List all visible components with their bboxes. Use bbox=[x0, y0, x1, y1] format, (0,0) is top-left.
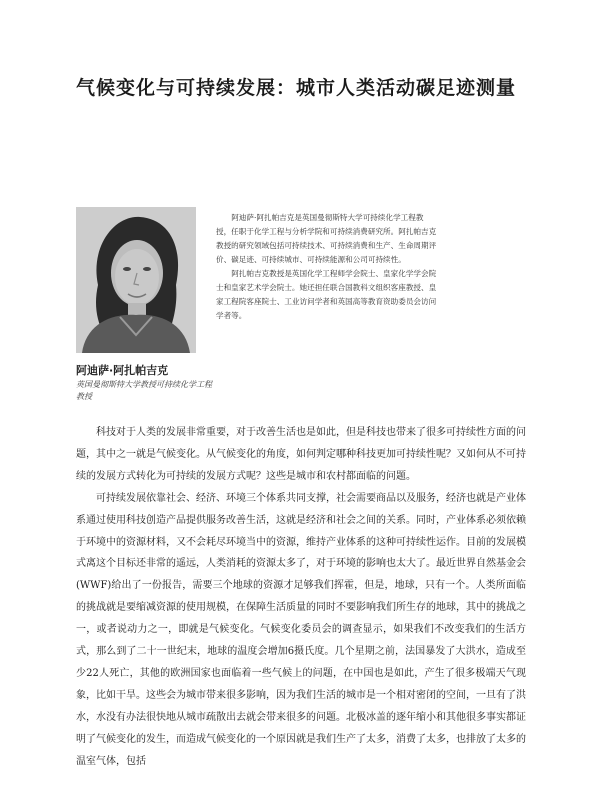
author-affiliation: 英国曼彻斯特大学教授可持续化学工程教授 bbox=[76, 380, 212, 401]
author-portrait-image bbox=[76, 207, 196, 353]
author-bio-paragraph: 阿迪萨·阿扎帕吉克是英国曼彻斯特大学可持续化学工程教授，任职于化学工程与分析学院和可持续消费研究所。阿扎帕吉克教授的研究领域包括可持续技术、可持续消费和生产、生命周期评价、碳足迹、可持续城市、可持续能源和公司可持续性。 bbox=[216, 213, 437, 264]
author-name: 阿迪萨·阿扎帕吉克 bbox=[76, 364, 169, 377]
author-bio-paragraph: 阿扎帕吉克教授是英国化学工程师学会院士、皇家化学学会院士和皇家艺术学会院士。她还担任联合国教科文组织客座教授、皇家工程院客座院士、工业访问学者和英国高等教育资助委员会访问学者等。 bbox=[216, 269, 437, 320]
body-paragraph: 可持续发展依靠社会、经济、环境三个体系共同支撑，社会需要商品以及服务，经济也就是产业体系通过使用科技创造产品提供服务改善生活，这就是经济和社会之间的关系。同时，产业体系必须依赖于环境中的资源材料，又不会耗尽环境当中的资源，维持产业体系的这种可持续性运作。目前的发展模式离这个目标还非常的遥远，人类消耗的资源太多了，对于环境的影响也太大了。最近世界自然基金会(WWF)给出了一份报告，需要三个地球的资源才足够我们挥霍，但是，地球，只有一个。人类所面临的挑战就是要缩减资源的使用规模，在保障生活质量的同时不要影响我们所生存的地球，其中的挑战之一，或者说动力之一，即就是气候变化。气候变化委员会的调查显示，如果我们不改变我们的生活方式，那么到了二十一世纪末，地球的温度会增加6摄氏度。几个星期之前，法国暴发了大洪水，造成至少22人死亡，其他的欧洲国家也面临着一些气候上的问题，在中国也是如此，产生了很多极端天气现象，比如干旱。这些会为城市带来很多影响，因为我们生活的城市是一个相对密闭的空间，一旦有了洪水，水没有办法很快地从城市疏散出去就会带来很多的问题。北极冰盖的逐年缩小和其他很多事实都证明了气候变化的发生，而造成气候变化的一个原因就是我们生产了太多，消费了太多，也排放了太多的温室气体，包括 bbox=[76, 492, 526, 767]
body-paragraph: 科技对于人类的发展非常重要，对于改善生活也是如此，但是科技也带来了很多可持续性方面的问题，其中之一就是气候变化。从气候变化的角度，如何判定哪种科技更加可持续性呢？又如何从不可持续的发展方式转化为可持续的发展方式呢？这些是城市和农村都面临的问题。 bbox=[76, 427, 526, 482]
author-bio bbox=[216, 211, 438, 323]
article-body bbox=[76, 422, 526, 773]
article-title: 气候变化与可持续发展：城市人类活动碳足迹测量 bbox=[76, 77, 517, 99]
author-photo bbox=[76, 207, 196, 353]
